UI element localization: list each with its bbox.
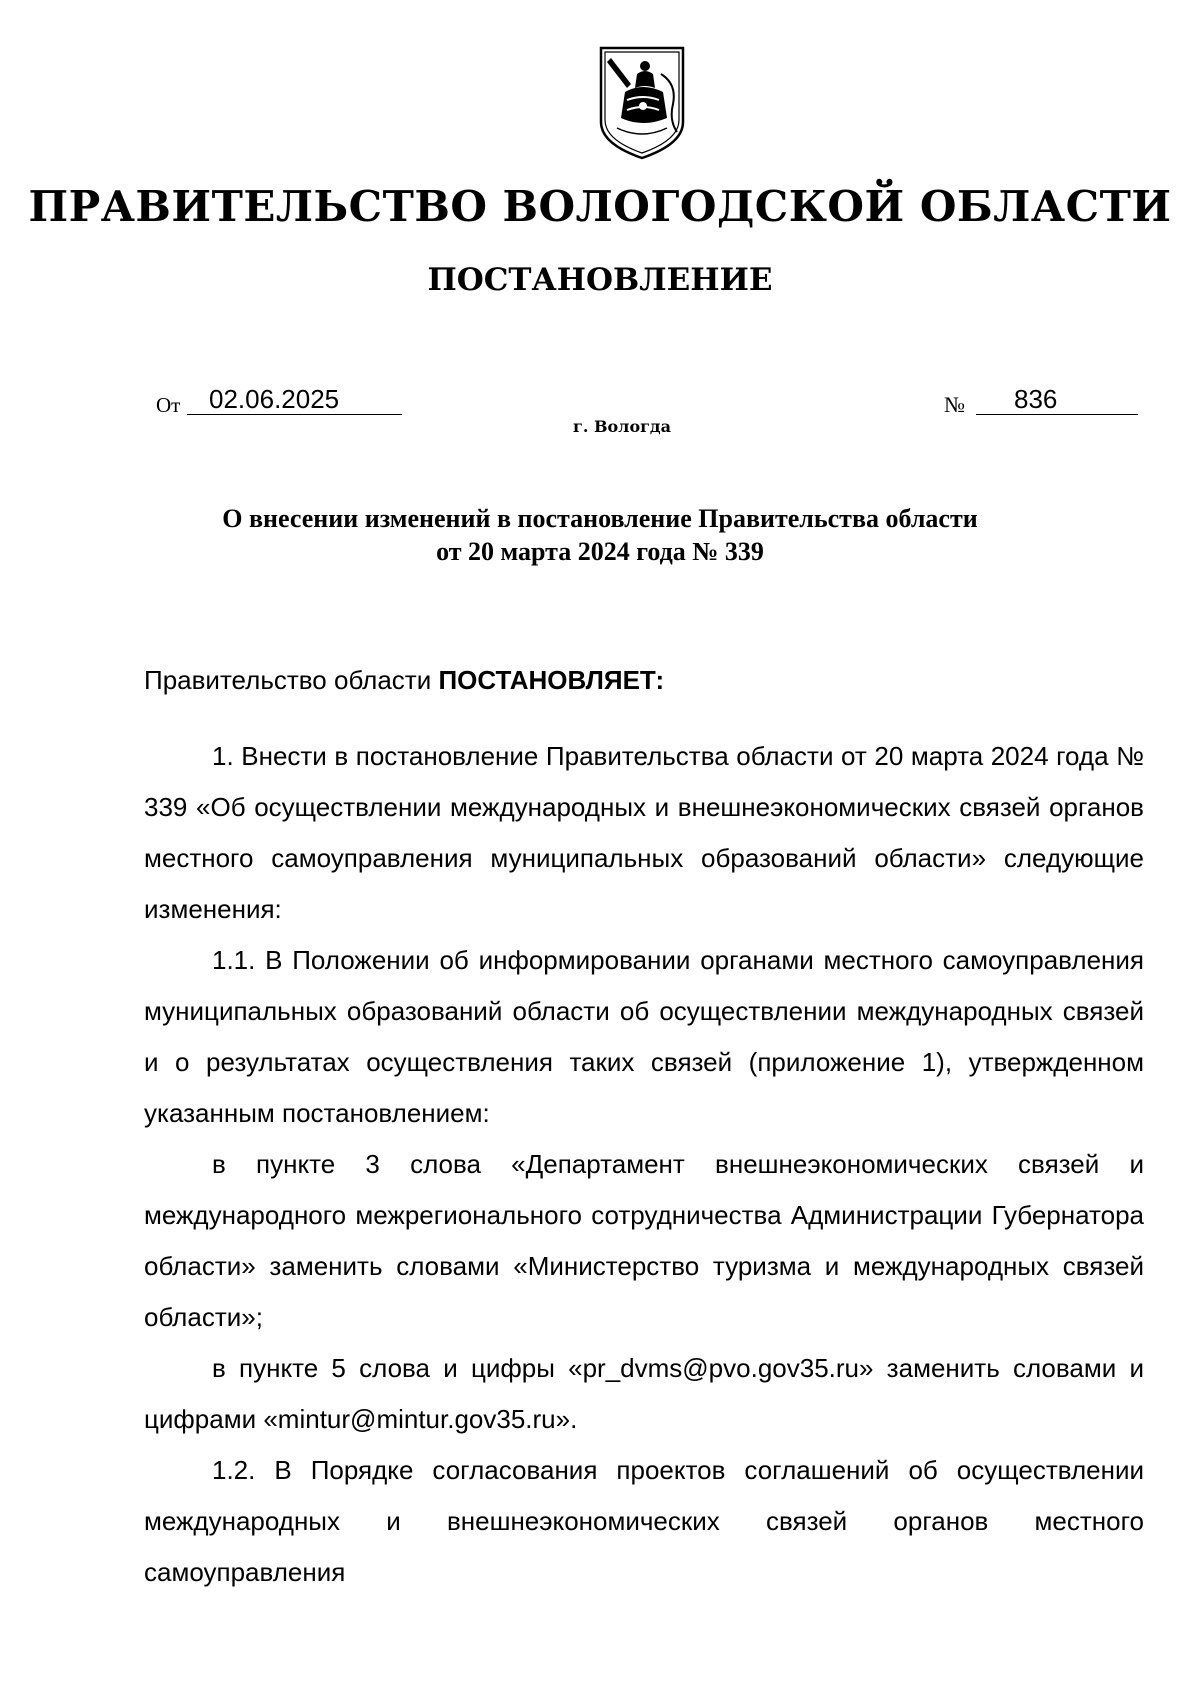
paragraph-point-5: в пункте 5 слова и цифры «pr_dvms@pvo.gov35.ru» заменить словами и цифрами «mintur@mintur.gov35.ru».	[144, 1353, 1144, 1434]
date-prefix: От	[156, 393, 181, 417]
subject-line-1: О внесении изменений в постановление Правительства области	[222, 504, 978, 533]
city-label: г. Вологда	[573, 417, 671, 436]
paragraph-1: 1. Внести в постановление Правительства области от 20 марта 2024 года № 339 «Об осуществлении международных и внешнеэкономических связей органов местного самоуправления муниципальных образований области» следующие изменения:	[144, 741, 1144, 924]
document-body	[144, 731, 1144, 1598]
date-underline	[187, 385, 402, 415]
subject-line-2: от 20 марта 2024 года № 339	[436, 537, 764, 566]
date-value: 02.06.2025	[209, 384, 340, 414]
preamble-text: Правительство области	[144, 665, 439, 695]
paragraph-1-2: 1.2. В Порядке согласования проектов соглашений об осуществлении международных и внешнеэкономических связей органов местного самоуправления	[144, 1455, 1144, 1587]
organization-title: ПРАВИТЕЛЬСТВО ВОЛОГОДСКОЙ ОБЛАСТИ	[28, 182, 1172, 231]
preamble-emphasis: ПОСТАНОВЛЯЕТ:	[438, 665, 665, 695]
date-field	[156, 385, 406, 417]
document-subject	[0, 502, 1200, 568]
document-type: ПОСТАНОВЛЕНИЕ	[427, 262, 773, 298]
preamble	[144, 665, 664, 696]
number-field	[944, 385, 1144, 417]
paragraph-point-3: в пункте 3 слова «Департамент внешнеэкономических связей и международного межрегионального сотрудничества Администрации Губернатора области» заменить словами «Министерство туризма и международных связей области»;	[144, 1149, 1144, 1332]
vologda-coat-of-arms-icon	[597, 44, 687, 162]
number-value: 836	[1014, 384, 1058, 414]
number-underline	[976, 385, 1138, 415]
paragraph-1-1: 1.1. В Положении об информировании органами местного самоуправления муниципальных образований области об осуществлении международных связей и о результатах осуществления таких связей (приложение 1), утвержденном указанным постановлением:	[144, 945, 1144, 1128]
number-prefix: №	[944, 392, 965, 417]
